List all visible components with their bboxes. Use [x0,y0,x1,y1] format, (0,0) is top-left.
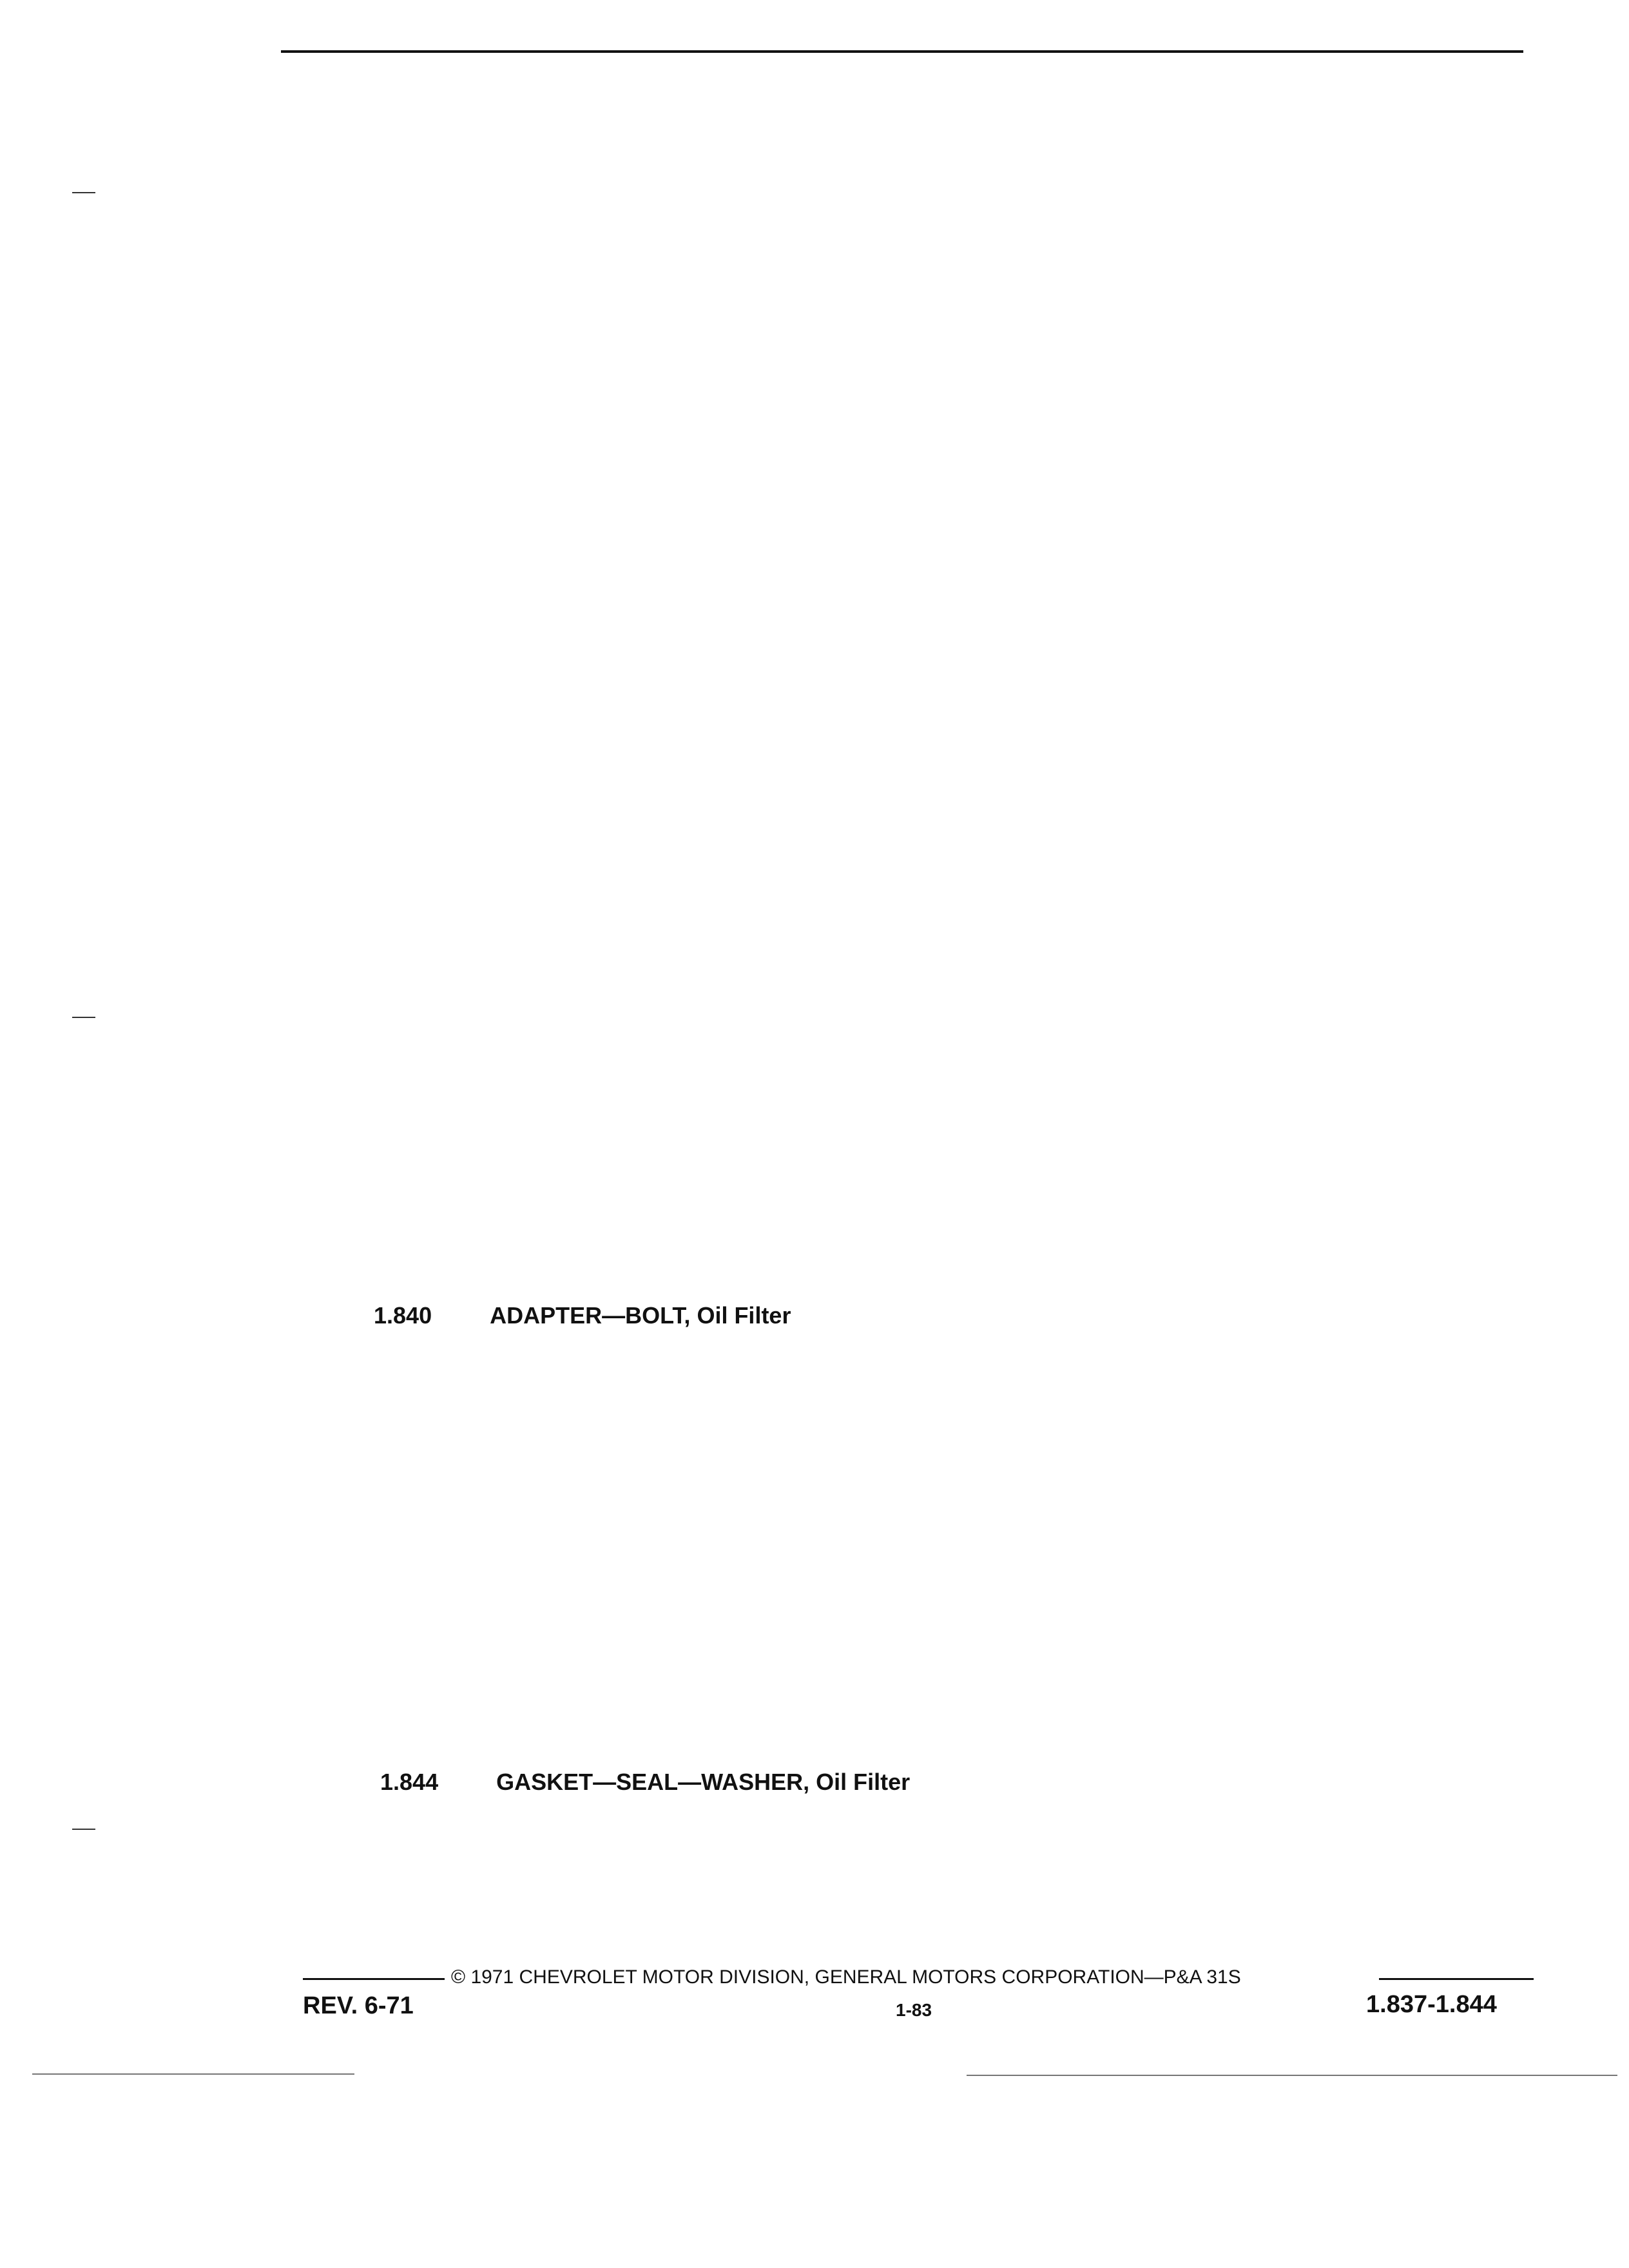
revision-label: REV. 6-71 [303,1992,414,2019]
margin-tick [72,1829,95,1830]
copyright-notice: © 1971 CHEVROLET MOTOR DIVISION, GENERAL MOTORS CORPORATION—P&A 31S [451,1966,1241,1988]
top-rule [281,50,1523,53]
page-number: 1-83 [896,2000,932,2020]
bottom-rule-left [32,2073,354,2075]
footer-rule-left [303,1978,445,1980]
section-title: GASKET—SEAL—WASHER, Oil Filter [496,1769,911,1795]
section-title: ADAPTER—BOLT, Oil Filter [490,1302,791,1329]
section-heading-1.840 [374,1302,791,1330]
section-heading-1.844 [380,1768,910,1796]
section-number: 1.844 [380,1769,439,1795]
margin-tick [72,192,95,193]
bottom-rule-right [967,2075,1617,2076]
footer-rule-right [1379,1978,1534,1980]
section-range: 1.837-1.844 [1366,1991,1497,2018]
margin-tick [72,1017,95,1018]
section-number: 1.840 [374,1302,432,1329]
